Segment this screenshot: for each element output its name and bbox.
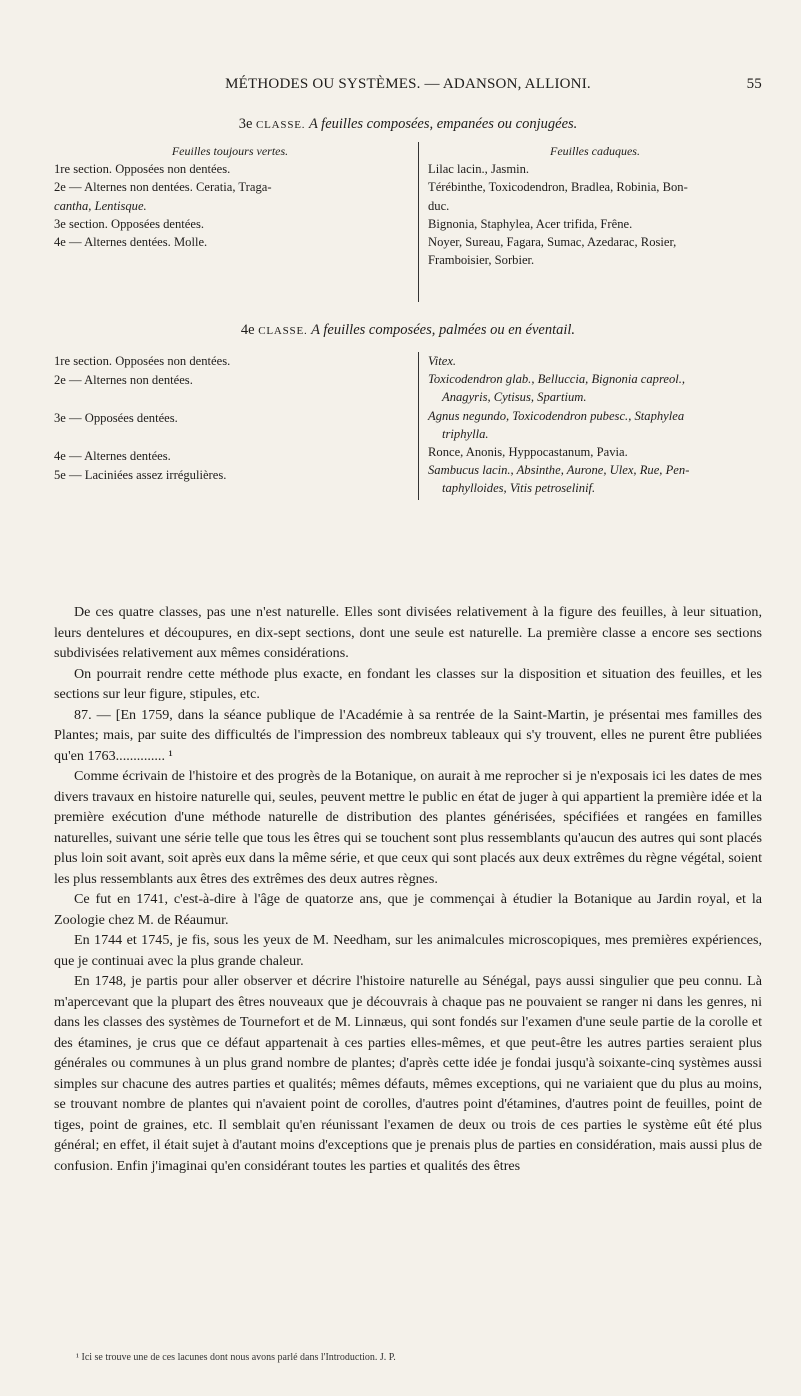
class4-table: [54, 352, 762, 502]
paragraph: 87. — [En 1759, dans la séance publique de l'Académie à sa rentrée de la Saint-Martin, je présentai mes familles des Plantes; mais, par suite des difficultés de l'impression des nombreux tableaux qui s'y trouvent, elles ne purent être publiées qu'en 1763.............. ¹: [54, 706, 762, 764]
paragraph: Comme écrivain de l'histoire et des progrès de la Botanique, on aurait à me reprocher si je n'exposais ici les dates de mes divers travaux en histoire naturelle qui, seules, peuvent mettre le public en état de juger à qui appartient la première idée et la première exécution d'une méthode naturelle de distribution des plantes générisées, spécifiées et rangées en familles naturelles, suivant une série telle que tous les êtres qui se touchent sont plus ressemblants qu'aucun des autres qui sont placés plus loin soit avant, soit après eux dans la même série, et que ceux qui sont placés aux deux extrêmes du règne végétal, soient les plus ressemblants aux êtres des extrêmes des deux autres règnes.: [54, 768, 762, 887]
class4-right-row: Ronce, Anonis, Hyppocastanum, Pavia.: [428, 445, 628, 460]
class3-heading: [54, 116, 762, 133]
class4-right-row: Vitex.: [428, 354, 457, 368]
page-number: 55: [746, 76, 762, 92]
class4-title: A feuilles composées, palmées ou en éventail.: [311, 322, 576, 338]
paragraph: De ces quatre classes, pas une n'est naturelle. Elles sont divisées relativement à la figure des feuilles, à leur situation, leurs dentelures et découpures, en dix-sept sections, dont une seule est naturelle. La première classe a encore ses sections subdivisées relativement aux mêmes considérations.: [54, 604, 762, 661]
class4-right-row: Toxicodendron glab., Belluccia, Bignonia capreol.,: [428, 372, 686, 387]
class3-right-column: [428, 142, 762, 269]
class3-title: A feuilles composées, empanées ou conjugées.: [308, 116, 578, 132]
class4-left-row: 3e — Opposées dentées.: [54, 411, 178, 425]
class4-right-row: taphylloides, Vitis petroselinif.: [442, 481, 596, 496]
class3-left-row: 2e — Alternes non dentées. Ceratia, Traga-: [54, 180, 272, 195]
class4-left-column: [54, 352, 406, 484]
class3-left-header: Feuilles toujours vertes.: [171, 144, 289, 158]
class4-right-column: [428, 352, 762, 498]
class3-left-row: cantha, Lentisque.: [54, 198, 147, 213]
class3-right-row: duc.: [428, 198, 450, 213]
class4-right-row: Anagyris, Cytisus, Spartium.: [442, 390, 587, 405]
class3-right-row: Framboisier, Sorbier.: [428, 253, 535, 268]
class4-label: CLASSE.: [258, 325, 308, 337]
class4-number: 4e: [240, 322, 255, 338]
class3-right-row: Noyer, Sureau, Fagara, Sumac, Azedarac, Rosier,: [428, 235, 677, 250]
class3-right-header: Feuilles caduques.: [550, 144, 640, 158]
class3-number: 3e: [238, 116, 253, 132]
class3-left-column: [54, 142, 406, 251]
paragraph: En 1744 et 1745, je fis, sous les yeux de M. Needham, sur les animalcules microscopiques, mes premières expériences, que je continuai avec la plus grande chaleur.: [54, 932, 762, 969]
paragraph: Ce fut en 1741, c'est-à-dire à l'âge de quatorze ans, que je commençai à étudier la Botanique au Jardin royal, et la Zoologie chez M. de Réaumur.: [54, 891, 762, 928]
class3-right-row: Térébinthe, Toxicodendron, Bradlea, Robinia, Bon-: [428, 180, 688, 195]
footnote: ¹ Ici se trouve une de ces lacunes dont nous avons parlé dans l'Introduction. J. P.: [76, 1352, 396, 1363]
class4-right-row: triphylla.: [442, 426, 489, 441]
class4-left-row: 5e — Laciniées assez irrégulières.: [54, 468, 227, 482]
paragraph: On pourrait rendre cette méthode plus exacte, en fondant les classes sur la disposition et situation des feuilles, et les sections sur leur figure, stipules, etc.: [54, 665, 762, 702]
class4-right-row: Sambucus lacin., Absinthe, Aurone, Ulex, Rue, Pen-: [428, 463, 690, 478]
class4-left-row: 2e — Alternes non dentées.: [54, 373, 193, 387]
class3-label: CLASSE.: [256, 119, 306, 131]
class3-right-row: Lilac lacin., Jasmin.: [428, 162, 530, 177]
class4-left-row: 1re section. Opposées non dentées.: [54, 354, 231, 368]
class3-table: [54, 142, 762, 302]
class3-left-row: 4e — Alternes dentées. Molle.: [54, 235, 208, 250]
class4-right-row: Agnus negundo, Toxicodendron pubesc., Staphylea: [428, 408, 685, 423]
class3-left-row: 3e section. Opposées dentées.: [54, 216, 205, 231]
running-head: [54, 76, 762, 96]
body-text: [54, 602, 762, 1176]
class4-heading: [54, 322, 762, 339]
class4-left-row: 4e — Alternes dentées.: [54, 449, 171, 463]
paragraph: En 1748, je partis pour aller observer et décrire l'histoire naturelle au Sénégal, pays aussi singulier que peu connu. Là m'apercevant que la plupart des êtres nouveaux que je découvrais à chaque pas ne pouvaient se ranger ni dans les genres, ni dans les classes des systèmes de Tournefort et de M. Linnæus, qui sont fondés sur l'examen d'une seule partie de la corolle et des étamines, je crus que ce défaut appartenait à ces parties elles-mêmes, et que peut-être les autres parties seraient plus générales ou communes à un plus grand nombre de plantes; d'après cette idée je fondai jusqu'à soixante-cinq systèmes aussi simples sur chacune des autres parties et qualités; mêmes défauts, mêmes exceptions, qui ne variaient que du plus au moins, se trouvant nombre de plantes qui n'avaient point de corolles, d'autres point d'étamines, d'autres point de feuilles, point de tiges, point de graines, etc. Il semblait qu'en réunissant l'examen de deux ou trois de ces parties le système eût été plus général; en effet, il était sujet à d'autant moins d'exceptions que je prenais plus de parties en considération, mais aussi plus de confusion. Enfin j'imaginai qu'en considérant toutes les parties et qualités des êtres: [54, 973, 762, 1174]
class4-column-rule: [418, 352, 419, 500]
class3-left-row: 1re section. Opposées non dentées.: [54, 162, 231, 177]
class3-right-row: Bignonia, Staphylea, Acer trifida, Frêne.: [428, 216, 633, 231]
class3-column-rule: [418, 142, 419, 302]
running-head-title: MÉTHODES OU SYSTÈMES. — ADANSON, ALLIONI.: [225, 76, 591, 92]
